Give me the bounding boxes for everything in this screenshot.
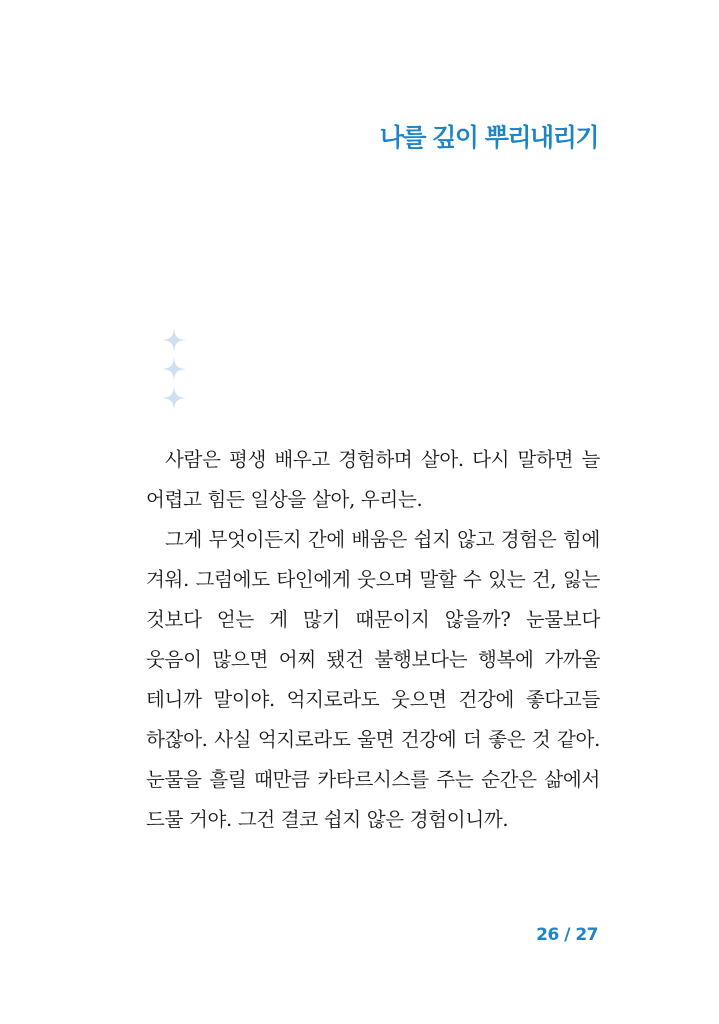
body-text (146, 440, 600, 840)
sparkle-icon (162, 357, 186, 381)
sparkle-icon (162, 386, 186, 410)
sparkle-decoration (162, 328, 188, 415)
paragraph: 사람은 평생 배우고 경험하며 살아. 다시 말하면 늘 어렵고 힘든 일상을 살아, 우리는. (146, 448, 600, 511)
paragraph: 그게 무엇이든지 간에 배움은 쉽지 않고 경험은 힘에 겨워. 그럼에도 타인에게 웃으며 말할 수 있는 건, 잃는 것보다 얻는 게 많기 때문이지 않을까? 눈물보다 웃음이 많으면 어찌 됐건 불행보다는 행복에 가까울 테니까 말이야. 억지로라도 웃으면 건강에 좋다고들 하잖아. 사실 억지로라도 울면 건강에 더 좋은 것 같아. 눈물을 흘릴 때만큼 카타르시스를 주는 순간은 삶에서 드물 거야. 그건 결코 쉽지 않은 경험이니까. (146, 528, 600, 831)
chapter-title: 나를 깊이 뿌리내리기 (379, 123, 598, 152)
sparkle-icon (162, 328, 186, 352)
page-number: 26 / 27 (536, 925, 598, 945)
